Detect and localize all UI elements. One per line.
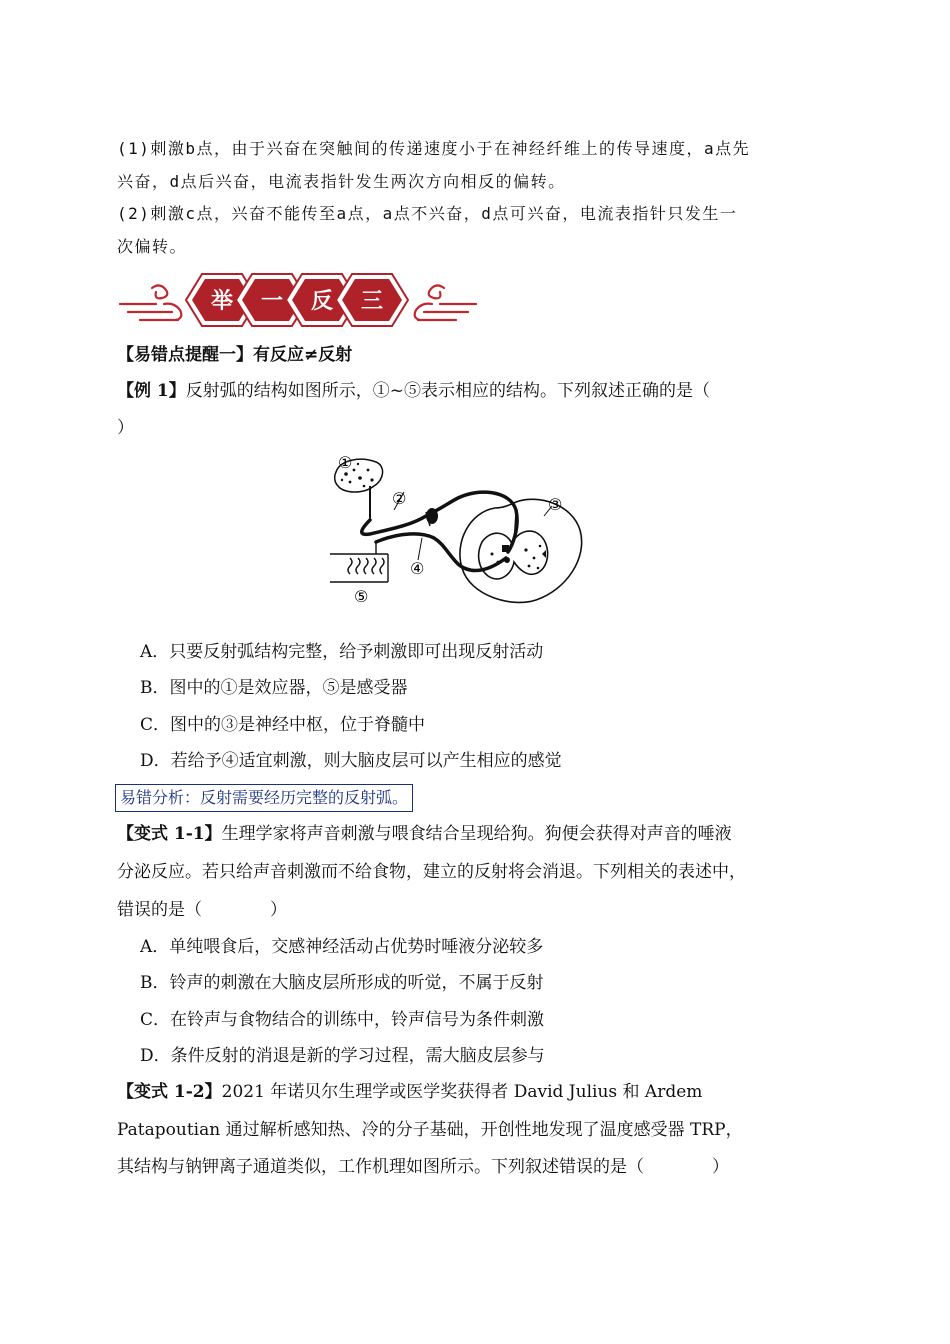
banner-char-2: 一	[260, 289, 284, 314]
example1-question: 反射弧的结构如图所示，①~⑤表示相应的结构。下列叙述正确的是（	[185, 381, 710, 401]
example1-option-b: B．图中的①是效应器，⑤是感受器	[140, 678, 408, 698]
motor-neuron-path	[376, 534, 506, 571]
effector-muscle	[330, 542, 388, 582]
figure-label-2: ②	[392, 489, 407, 508]
spinal-cord-cross-section	[460, 499, 582, 602]
reflex-arc-figure	[330, 450, 600, 610]
section-banner	[118, 268, 478, 332]
variant1-2-line-3: 其结构与钠钾离子通道类似，工作机理如图所示。下列叙述错误的是（ ）	[117, 1157, 729, 1177]
figure-label-3: ③	[548, 495, 563, 514]
section-title: 【易错点提醒一】有反应≠反射	[117, 345, 353, 365]
example1-option-c: C．图中的③是神经中枢，位于脊髓中	[140, 715, 426, 735]
banner-char-3: 反	[310, 289, 334, 314]
variant1-1-option-b: B．铃声的刺激在大脑皮层所形成的听觉，不属于反射	[140, 973, 544, 993]
variant1-2-line-2: Patapoutian 通过解析感知热、冷的分子基础，开创性地发现了温度感受器 TRP，	[117, 1120, 743, 1140]
variant1-1-option-a: A．单纯喂食后，交感神经活动占优势时唾液分泌较多	[140, 937, 544, 957]
right-cloud-ornament	[415, 285, 476, 320]
example1-label: 【例 1】	[117, 381, 186, 401]
figure-label-1: ①	[338, 453, 353, 472]
variant1-2-line-1	[117, 1080, 702, 1104]
example1-option-a: A．只要反射弧结构完整，给予刺激即可出现反射活动	[140, 642, 544, 662]
error-analysis-hint: 易错分析：反射需要经历完整的反射弧。	[115, 784, 413, 812]
example1-line-1	[117, 379, 710, 403]
banner-char-4: 三	[360, 289, 384, 314]
figure-label-5: ⑤	[354, 587, 369, 606]
left-cloud-ornament	[120, 285, 181, 320]
intro-line-1: (1)刺激b点，由于兴奋在突触间的传递速度小于在神经纤维上的传导速度，a点先	[117, 139, 751, 158]
variant1-2-text-1: 2021 年诺贝尔生理学或医学奖获得者 David Julius 和 Ardem	[221, 1082, 703, 1102]
variant1-1-option-c: C．在铃声与食物结合的训练中，铃声信号为条件刺激	[140, 1010, 545, 1030]
example1-question-end: ）	[117, 418, 134, 438]
intro-line-4: 次偏转。	[117, 237, 188, 256]
variant1-1-option-d: D．条件反射的消退是新的学习过程，需大脑皮层参与	[140, 1046, 545, 1066]
variant1-1-label: 【变式 1-1】	[117, 824, 222, 844]
variant1-1-line-2: 分泌反应。若只给声音刺激而不给食物，建立的反射将会消退。下列相关的表述中，	[117, 862, 746, 882]
intro-line-3: (2)刺激c点，兴奋不能传至a点，a点不兴奋，d点可兴奋，电流表指针只发生一	[117, 204, 738, 223]
intro-line-2: 兴奋，d点后兴奋，电流表指针发生两次方向相反的偏转。	[117, 172, 566, 191]
figure-label-4: ④	[410, 559, 425, 578]
example1-option-d: D．若给予④适宜刺激，则大脑皮层可以产生相应的感觉	[140, 751, 562, 771]
variant1-2-label: 【变式 1-2】	[117, 1082, 222, 1102]
variant1-1-line-1	[117, 822, 732, 846]
variant1-1-line-3: 错误的是（ ）	[117, 900, 287, 920]
banner-char-1: 举	[210, 289, 234, 314]
variant1-1-text-1: 生理学家将声音刺激与喂食结合呈现给狗。狗便会获得对声音的唾液	[221, 824, 732, 844]
